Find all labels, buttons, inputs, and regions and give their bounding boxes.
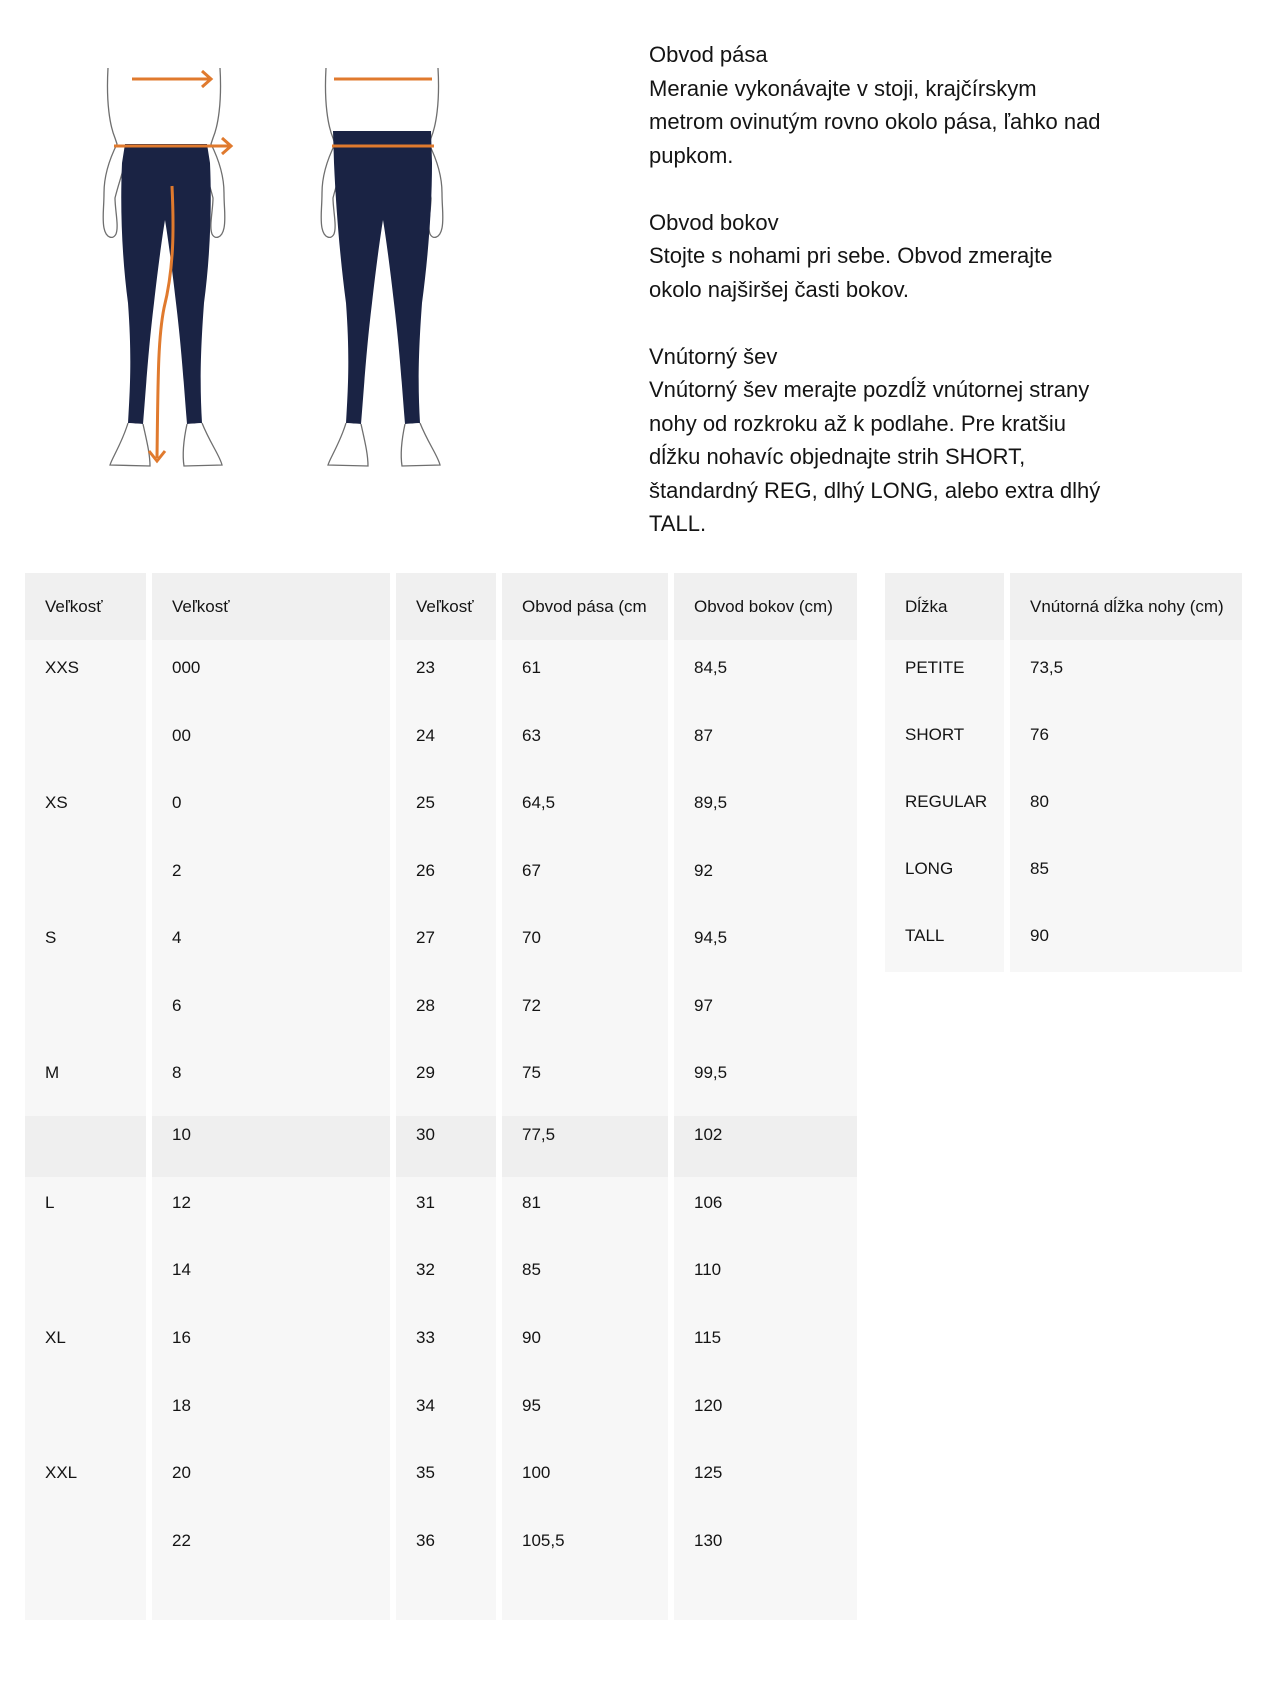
table-cell: 2 xyxy=(172,861,182,880)
table-cell: 115 xyxy=(694,1328,722,1347)
table-cell: 18 xyxy=(172,1396,191,1415)
table-cell: 110 xyxy=(694,1260,722,1279)
table-cell: 73,5 xyxy=(1030,658,1064,677)
front-figure xyxy=(103,68,231,466)
table-cell: 85 xyxy=(1030,859,1049,878)
hips-title: Obvod bokov xyxy=(649,209,779,235)
table-cell: 24 xyxy=(416,726,435,745)
table-cell: 4 xyxy=(172,928,182,947)
table-cell: 22 xyxy=(172,1531,191,1550)
table-cell: 14 xyxy=(172,1260,191,1279)
hips-text-line: Stojte s nohami pri sebe. Obvod zmerajte xyxy=(649,243,1053,268)
table-cell: 72 xyxy=(522,996,541,1015)
table-cell: 125 xyxy=(694,1463,723,1482)
table-cell: 94,5 xyxy=(694,928,728,947)
table-row-highlight xyxy=(25,1116,146,1177)
table-cell: 92 xyxy=(694,861,713,880)
size-table-column xyxy=(396,573,496,1620)
front-legging xyxy=(121,144,211,424)
table-cell: 84,5 xyxy=(694,658,728,677)
length-table-column xyxy=(1010,573,1242,972)
table-cell: 102 xyxy=(694,1125,723,1144)
length-table-header: Vnútorná dĺžka nohy (cm) xyxy=(1010,573,1242,640)
table-cell: 35 xyxy=(416,1463,435,1482)
table-cell: 28 xyxy=(416,996,435,1015)
table-cell: 23 xyxy=(416,658,435,677)
table-row-highlight xyxy=(396,1116,496,1177)
table-cell: 67 xyxy=(522,861,541,880)
table-cell: 6 xyxy=(172,996,182,1015)
waist-title: Obvod pása xyxy=(649,42,768,67)
back-right-foot xyxy=(401,423,440,466)
waist-text-line: Meranie vykonávajte v stoji, krajčírskym xyxy=(649,75,1037,101)
inseam-instructions xyxy=(649,340,1119,541)
size-table-column xyxy=(674,573,857,1620)
table-cell: 0 xyxy=(172,793,182,812)
table-cell: 100 xyxy=(522,1463,551,1482)
table-cell: 80 xyxy=(1030,792,1049,811)
table-cell: 99,5 xyxy=(694,1063,728,1082)
table-cell: 75 xyxy=(522,1063,541,1082)
front-left-foot xyxy=(110,423,150,466)
table-cell: 76 xyxy=(1030,725,1049,744)
size-table-header: Obvod pása (cm xyxy=(502,573,668,640)
table-cell: L xyxy=(45,1193,55,1212)
table-cell: SHORT xyxy=(905,725,965,744)
table-cell: XS xyxy=(45,793,68,812)
table-cell: 97 xyxy=(694,996,713,1015)
table-cell: 8 xyxy=(172,1063,182,1082)
table-cell: 63 xyxy=(522,726,541,745)
table-cell: 85 xyxy=(522,1260,541,1279)
inseam-text-line: TALL. xyxy=(649,511,707,536)
table-cell: 27 xyxy=(416,928,435,947)
waist-text-line: pupkom. xyxy=(649,142,734,168)
length-table-column xyxy=(885,573,1004,972)
table-cell: 26 xyxy=(416,861,435,880)
table-cell: XXL xyxy=(45,1463,78,1482)
back-figure xyxy=(321,68,443,466)
inseam-text-line: dĺžku nohavíc objednajte strih SHORT, xyxy=(649,444,1026,469)
table-cell: 64,5 xyxy=(522,793,556,812)
table-cell: 81 xyxy=(522,1193,541,1212)
size-table-column xyxy=(25,573,146,1620)
table-cell: 29 xyxy=(416,1063,435,1082)
hips-instructions xyxy=(649,206,1119,307)
table-cell: 90 xyxy=(522,1328,541,1347)
table-cell: 87 xyxy=(694,726,713,745)
waist-instructions xyxy=(649,38,1119,172)
inseam-text-line: štandardný REG, dlhý LONG, alebo extra dlhý xyxy=(649,477,1101,503)
table-cell: 30 xyxy=(416,1125,435,1144)
table-cell: 61 xyxy=(522,658,541,677)
table-cell: XXS xyxy=(45,658,80,677)
table-cell: S xyxy=(45,928,57,947)
back-left-foot xyxy=(328,423,368,466)
table-cell: PETITE xyxy=(905,658,965,677)
size-table-header: Veľkosť xyxy=(152,573,390,640)
measurement-instructions xyxy=(649,38,1119,574)
table-cell: REGULAR xyxy=(905,792,988,811)
table-cell: 16 xyxy=(172,1328,191,1347)
table-cell: 90 xyxy=(1030,926,1049,945)
size-table-column xyxy=(502,573,668,1620)
table-cell: 20 xyxy=(172,1463,191,1482)
size-table-header: Obvod bokov (cm) xyxy=(674,573,857,640)
front-right-foot xyxy=(183,423,222,466)
table-cell: 00 xyxy=(172,726,191,745)
hips-text-line: okolo najširšej časti bokov. xyxy=(649,276,910,302)
table-cell: 33 xyxy=(416,1328,435,1347)
table-cell: 105,5 xyxy=(522,1531,565,1550)
table-cell: 95 xyxy=(522,1396,541,1415)
size-table-header: Veľkosť xyxy=(25,573,146,640)
table-cell: 77,5 xyxy=(522,1125,556,1144)
table-cell: 25 xyxy=(416,793,435,812)
size-table-header: Veľkosť xyxy=(396,573,496,640)
table-cell: 31 xyxy=(416,1193,435,1212)
table-cell: 130 xyxy=(694,1531,723,1550)
table-cell: XL xyxy=(45,1328,66,1347)
table-cell: 89,5 xyxy=(694,793,728,812)
waist-text-line: metrom ovinutým rovno okolo pása, ľahko nad xyxy=(649,109,1101,134)
table-cell: 106 xyxy=(694,1193,723,1212)
inseam-text-line: nohy od rozkroku až k podlahe. Pre kratšiu xyxy=(649,410,1067,436)
table-cell: TALL xyxy=(905,926,945,945)
table-cell: M xyxy=(45,1063,60,1082)
inseam-title: Vnútorný šev xyxy=(649,343,778,369)
length-table-header: Dĺžka xyxy=(885,573,1004,640)
measurement-illustration xyxy=(70,58,610,508)
size-table-column xyxy=(152,573,390,1620)
table-cell: 120 xyxy=(694,1396,723,1415)
table-cell: 36 xyxy=(416,1531,435,1550)
table-cell: 000 xyxy=(172,658,201,677)
table-cell: 34 xyxy=(416,1396,435,1415)
back-legging xyxy=(333,131,432,424)
table-cell: 32 xyxy=(416,1260,435,1279)
table-cell: 12 xyxy=(172,1193,191,1212)
table-cell: 10 xyxy=(172,1125,191,1144)
table-cell: 70 xyxy=(522,928,541,947)
legging-figures xyxy=(70,58,610,508)
inseam-text-line: Vnútorný šev merajte pozdĺž vnútornej strany xyxy=(649,377,1090,402)
table-cell: LONG xyxy=(905,859,954,878)
